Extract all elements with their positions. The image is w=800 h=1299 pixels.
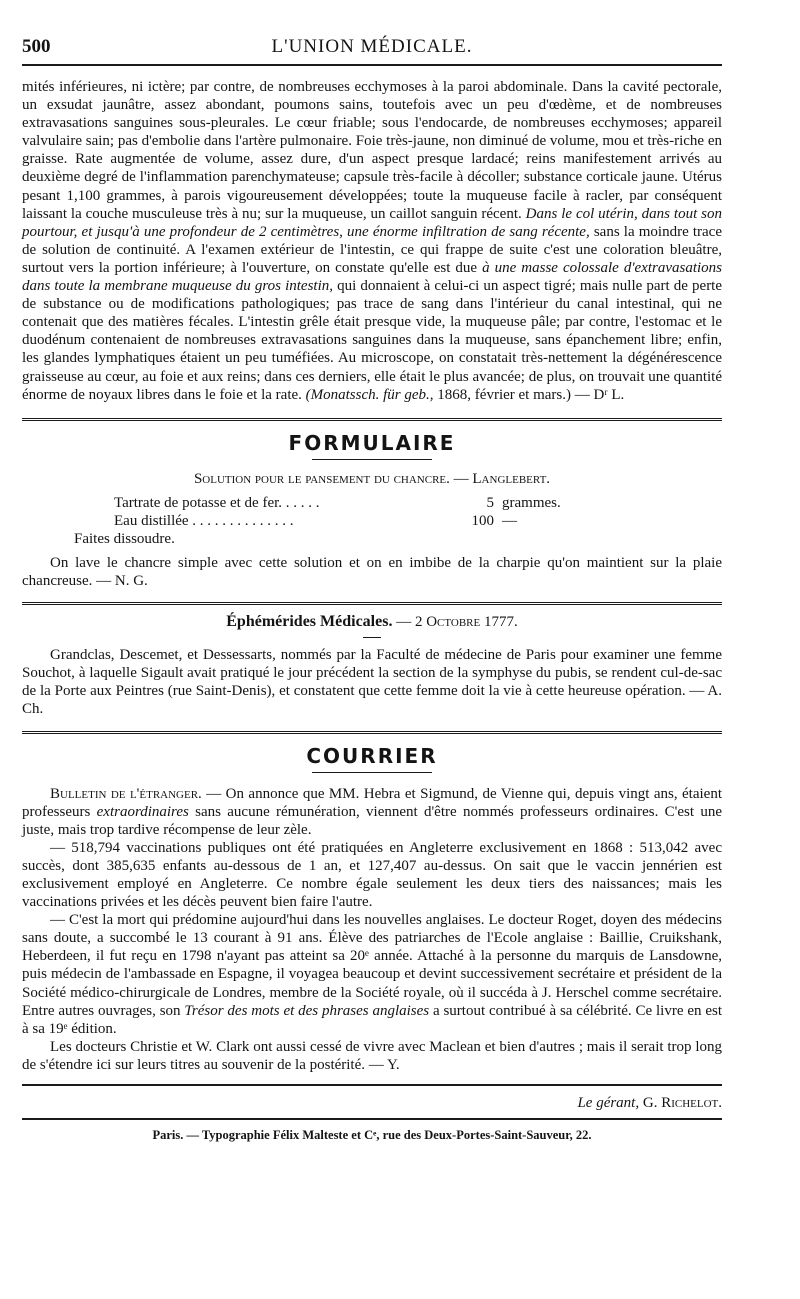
recipe-unit: —: [502, 512, 517, 529]
courrier-paragraph-3: [22, 911, 722, 1038]
recipe-ingredient: Tartrate de potasse et de fer. . . . . .: [114, 494, 320, 511]
recipe-instruction: Faites dissoudre.: [74, 530, 175, 547]
courrier-title-rule: [312, 772, 432, 773]
header-rule: [22, 64, 722, 66]
section-divider: [22, 731, 722, 734]
signature-name: G. Richelot.: [642, 1095, 722, 1112]
ephemerides-rule: [363, 637, 381, 638]
courrier-p1-italic: extraordinaires: [96, 803, 189, 820]
recipe-row: [22, 512, 722, 530]
signature: [22, 1094, 722, 1112]
imprint-rule: [22, 1118, 722, 1120]
recipe-ingredient: Eau distillée . . . . . . . . . . . . . .: [114, 512, 294, 529]
section-divider: [22, 418, 722, 421]
footer-rule: [22, 1084, 722, 1086]
page-number: 500: [22, 36, 51, 57]
autopsy-italic-2: à une masse colossale d'extravasations dans toute la membrane muqueuse du gros intestin,: [22, 259, 723, 295]
imprint: Paris. — Typographie Félix Malteste et Cᵉ, rue des Deux-Portes-Saint-Sauveur, 22.: [152, 1128, 592, 1143]
page: [22, 28, 722, 1144]
courrier-paragraph-4: Les docteurs Christie et W. Clark ont aussi cessé de vivre avec Maclean et bien d'autres ; mais il serait trop long de s'étendre ici sur leurs titres au souvenir de la postérité. — Y.: [22, 1038, 722, 1073]
ephemerides-heading: [22, 613, 722, 631]
courrier-bulletin-lead: Bulletin de l'étranger.: [50, 785, 202, 802]
autopsy-citation-rest: 1868, février et mars.) — Dʳ L.: [437, 386, 625, 403]
recipe-quantity: 5: [486, 494, 494, 511]
ephemerides-date: — 2 Octobre 1777.: [396, 614, 518, 631]
ephemerides-text: Grandclas, Descemet, et Dessessarts, nommés par la Faculté de médecine de Paris pour examiner une femme Souchot, à laquelle Sigault avait pratiqué le jour précédent la section de la symphyse du pubis, se rendent cul-de-sac de la Porte aux Peintres (rue Saint-Denis), et constatent que cette femme doit la vie à cette heureuse opération. — A. Ch.: [22, 647, 722, 718]
recipe-row: [22, 494, 722, 512]
autopsy-text-3: qui donnaient à celui-ci un aspect tigré; mais nulle part de perte de substance ou de modifications pathologiques; pas trace de sang dans l'intérieur du canal intestinal, qui ne contenait que des matières fécales. L'intestin grêle était presque vide, la muqueuse pâle; par contre, l'estomac et le duodénum contenaient de nombreuses extravasations sanguines dans la muqueuse, sans épanchement libre; enfin, les glandes lymphatiques étaient un peu tuméfiées. Au microscope, on constatait très-nettement la dégénérescence graisseuse au cœur, au foie et aux reins; dans ces derniers, elle était le plus avancée; de plus, on trouvait une quantité énorme de noyaux libres dans le foie et la rate.: [22, 278, 723, 403]
courrier-p3-text-b: a surtout contribué à sa célébrité. Ce livre en est à sa 19ᵉ édition.: [22, 1002, 722, 1037]
autopsy-text: mités inférieures, ni ictère; par contre, de nombreuses ecchymoses à la paroi abdominale. Dans la cavité pectorale, un exsudat jaunâtre, assez abondant, poumons sains, toutefois avec un peu d'œdème, et de nombreuses extravasations sanguines sous-pleurales. Le cœur friable; sous l'endocarde, de nombreuses ecchymoses; appareil valvulaire sain; pas d'embolie dans l'artère pulmonaire. Foie très-jaune, non diminué de volume, mou et très-riche en graisse. Rate augmentée de volume, assez dure, d'un aspect presque lardacé; reins manifestement arrivés au deuxième degré de l'inflammation parenchymateuse; capsule très-facile à décoller; substance corticale jaune. Utérus pesant 1,100 grammes, à parois vigoureusement développées; toute la muqueuse facile à racler, par conséquent laissant la couche musculeuse très à nu; sur la muqueuse, un caillot sanguin récent.: [22, 79, 722, 222]
journal-title: L'UNION MÉDICALE.: [271, 36, 473, 57]
courrier-p3-italic: Trésor des mots et des phrases anglaises: [184, 1002, 430, 1019]
formulaire-title-rule: [312, 459, 432, 460]
recipe-unit: grammes.: [502, 494, 561, 511]
courrier-p3-text-a: — C'est la mort qui prédomine aujourd'hui dans les nouvelles anglaises. Le docteur Roget, doyen des médecins sans doute, a succombé le 13 courant à 91 ans. Élève des patriarches de l'Ecole anglaise : Baillie, Cruikshank, Heberdeen, il fut reçu en 1798 n'ayant pas atteint sa 20ᵉ année. Attaché à la personne du marquis de Lansdowne, puis médecin de l'ambassade en Espagne, il voyagea beaucoup et devint successivement secrétaire et président de la Société médico-chirurgicale de Londres, membre de la Société royale, où il succéda à J. Herschel comme secrétaire. Entre autres ouvrages, son: [22, 912, 722, 1019]
courrier-p1-text-b: sans aucune rémunération, viennent d'être nommés professeurs ordinaires. C'est une juste, mais trop tardive récompense de leur zèle.: [22, 803, 723, 838]
section-divider: [22, 602, 722, 605]
recipe-usage: On lave le chancre simple avec cette solution et on en imbibe de la charpie qu'on maintient sur la plaie chancreuse. — N. G.: [22, 554, 722, 589]
autopsy-citation-journal: (Monatssch. für geb.,: [305, 386, 434, 403]
autopsy-paragraph: [22, 78, 722, 404]
recipe-quantity: 100: [471, 512, 494, 529]
formulaire-subtitle: Solution pour le pansement du chancre. — Langlebert.: [193, 470, 551, 487]
ephemerides-title: Éphémérides Médicales.: [226, 613, 393, 631]
autopsy-text-2: sans la moindre trace de solution de continuité. A l'examen extérieur de l'intestin, ce qui frappe de suite c'est une coloration bleuâtre, surtout vers la portion inférieure; à l'ouverture, on constate qu'elle est due: [22, 223, 722, 276]
courrier-paragraph-2: — 518,794 vaccinations publiques ont été pratiquées en Angleterre exclusivement en 1868 : 513,042 avec succès, dont 385,635 enfants au-dessous de 1 an, et 127,407 au-dessus. On sait que le vaccin jennérien est exclusivement employé en Angleterre. Ce nombre égale seulement les deux tiers des naissances; mais les vaccinations privées et les décès peuvent bien faire l'autre.: [22, 839, 722, 911]
courrier-paragraph-1: [22, 785, 722, 839]
signature-label: Le gérant,: [577, 1095, 640, 1112]
formulaire-title: FORMULAIRE: [288, 430, 456, 455]
courrier-title: COURRIER: [306, 743, 438, 768]
courrier-p1-text-a: — On annonce que MM. Hebra et Sigmund, de Vienne qui, depuis vingt ans, étaient professeurs: [22, 785, 722, 820]
autopsy-italic-1: Dans le col utérin, dans tout son pourtour, et jusqu'à une profondeur de 2 centimètres, une énorme infiltration de sang récente,: [22, 205, 722, 240]
running-head: [22, 28, 722, 64]
